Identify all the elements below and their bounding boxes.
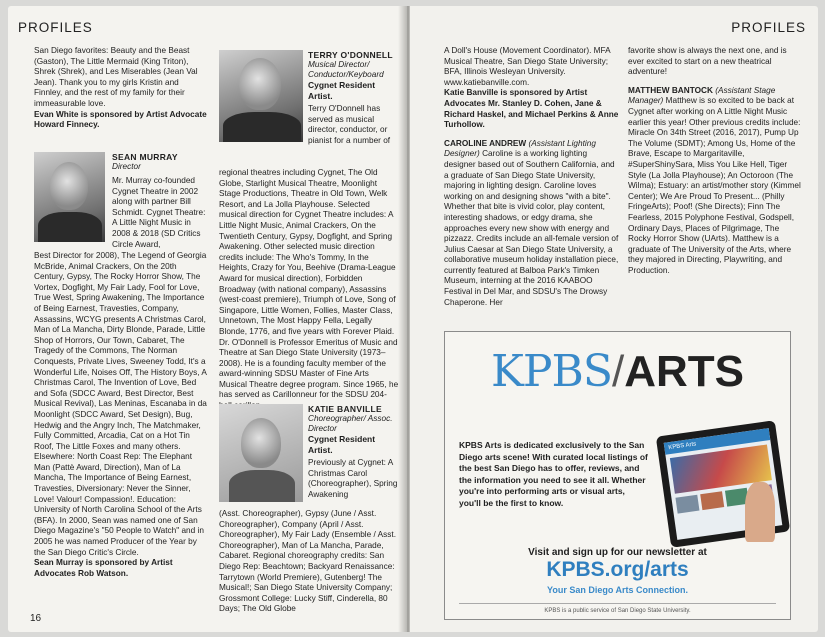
intro-block — [34, 46, 208, 131]
sean-murray-bio-block — [34, 251, 208, 579]
terry-odonnell-heading — [308, 50, 400, 146]
katie-banville-photo — [219, 404, 303, 502]
sean-murray-role: Director — [112, 162, 141, 171]
ad-divider — [459, 603, 776, 604]
terry-odonnell-photo — [219, 50, 303, 142]
katie-banville-name: KATIE BANVILLE — [308, 404, 382, 414]
kpbs-arts-tagline: Your San Diego Arts Connection. — [546, 585, 688, 595]
caroline-andrew-name: CAROLINE ANDREW — [444, 138, 527, 148]
matthew-bantock-name: MATTHEW BANTOCK — [628, 85, 713, 95]
page-number: 16 — [30, 613, 42, 624]
intro-sponsor: Evan White is sponsored by Artist Advocate Howard Finnecy. — [34, 109, 207, 130]
right-page — [410, 6, 818, 632]
sean-murray-name: SEAN MURRAY — [112, 152, 178, 162]
kpbs-footer-note: KPBS is a public service of San Diego State University. — [544, 608, 691, 614]
caroline-andrew-role: (Assistant Lighting Designer) — [444, 138, 596, 159]
terry-odonnell-bio-top: Terry O'Donnell has served as musical director, conductor, or pianist for a number of — [308, 104, 391, 145]
katie-banville-role: Choreographer/ Assoc. Director — [308, 414, 393, 433]
katie-banville-resident: Cygnet Resident Artist. — [308, 434, 376, 455]
left-page — [8, 6, 406, 632]
terry-odonnell-bio-block — [219, 168, 399, 412]
tablet-screen-label: KPBS Arts — [664, 428, 771, 455]
sean-murray-bio-top: Mr. Murray co-founded Cygnet Theatre in 2002 along with partner Bill Schmidt. Cygnet Theatre: A Little Night Music in 2008 & 2018 (SD Critics Circle Award, — [112, 176, 206, 249]
terry-odonnell-name: TERRY O'DONNELL — [308, 50, 393, 60]
intro-text: San Diego favorites: Beauty and the Beast (Gaston), The Little Mermaid (King Triton), Shrek (Shrek), and Les Miserables (Jean Val Jean). Thank you to my girls Kristin and Finnley, and the rest of my family for their immeasurable love. — [34, 46, 198, 108]
katie-banville-bio-continued: A Doll's House (Movement Coordinator). MFA Musical Theatre, San Diego State University; BFA, Illinois Wesleyan University. www.katiebanville.com. — [444, 46, 611, 87]
katie-banville-heading — [308, 404, 400, 500]
arts-logo-text: ARTS — [624, 347, 744, 396]
kpbs-arts-url[interactable]: KPBS.org/arts — [546, 558, 689, 581]
kpbs-logo-text: KPBS — [491, 346, 612, 397]
matthew-bantock-bio: Matthew is so excited to be back at Cygnet after working on A Little Night Music earlier this year! Other previous credits include: Miracle On 34th Street (2016, 2017), Pump Up The Volume (SDMT); Among Us, Home of the Brave, Escape to Margaritaville, #SuperShinySara, Miss You Like Hell, Tiger Style (La Jolla Playhouse); An Octoroon (The Wilma); Estuary: an artist/mother story (Kimmel Center); We Are Proud To Present... (Philly FringeArts); Poof! (She Directs); Finn The Fearless, 2015 Polyphone Festival, Godspell, Ordinary Days, Places of Pilgrimage, The Rocky Horror Show (UArts). Matthew is a graduate of The University of the Arts, where they majored in Directing, Playwriting, and Production. — [628, 96, 801, 275]
sean-murray-bio: Best Director for 2008), The Legend of Georgia McBride, Animal Crackers, On the 20th Century, Gypsy, The Rocky Horror Show, The Vortex, Dogfight, My Fair Lady, Fool for Love, True West, Spring Awakening, The Importance of Being Earnest, Travesties, Company, Assassins, WCYG presents A Christmas Carol, Man of La Mancha, Dirty Blonde, Parade, Little Shop of Horrors, Our Town, Cabaret, The Tragedy of the Commons, The Norman Conquests, Private Lives, Sweeney Todd, It's a Wonderful Life, Noises Off, The History Boys, A Christmas Carol, The Invention of Love, Bed and Sofa (SDCC Award, Best Director, Best Musical Revival), Las Meninas, Escanaba in da Moonlight (SDCC Award, Set Design), Bug, Hedwig and the Angry Inch, The Matchmaker, Fully Committed, Arcadia, Cat on a Hot Tin Roof, The Little Foxes and many others. Elsewhere: North Coast Rep: The Elephant Man (Pattè Award, Direction), Man of La Mancha, The Importance of Being Earnest, Travesties, Diversionary: Never the Sinner, Love! Valour! Compassion!. Education: University of North Carolina School of the Arts (BFA). In 2000, Sean was named one of San Diego Magazine's "50 People to Watch" and in 2005 he was named Producer of the Year by the San Diego Critic's Circle. — [34, 251, 207, 557]
sean-murray-sponsor: Sean Murray is sponsored by Artist Advocates Rob Watson. — [34, 558, 173, 578]
katie-banville-bio: (Asst. Choreographer), Gypsy (June / Asst. Choreographer), Company (April / Asst. Choreographer), My Fair Lady (Ensemble / Asst. Choreographer), Man of La Mancha, Parade, Cabaret. Regional choreography credits: San Diego Rep: Beachtown; Backyard Renaissance: Tarrytown (World Premiere), Gutenberg! The Musical!; San Diego State University Company; Grossmont College: Lucky Stiff, Cinderella, 80 Days; The Old Globe — [219, 509, 396, 614]
caroline-andrew-bio: Caroline is a working lighting designer based out of Southern California, and a graduate of San Diego State University, majoring in lighting design. Caroline loves working on and designing shows "with a bite". Whether that bite is vivid color, play content, interesting shadows, or edgy drama, she approaches every new show with energy and pizzazz. Credits include an all-female version of Julius Caesar at San Diego State University, a collaborative museum holiday installation piece, currently featured at Balboa Park's Timken Museum, interning at the 2016 KAABOO Festival in Del Mar, and SDSU's The Drowsy Chaperone. Her — [444, 149, 619, 307]
right-column-1 — [444, 46, 620, 308]
right-column-2 — [628, 46, 804, 276]
terry-odonnell-bio: regional theatres including Cygnet, The Old Globe, Starlight Musical Theatre, Moonlight Stage Productions, Theatre in Old Town, Welk Resort, and La Jolla Playhouse. Selected musical direction for Cygnet Theatre includes: A Little Night Music, Animal Crackers, On the Twentieth Century, Gypsy, Dogfight, and Spring Awakening. Other selected music direction credits include: The Who's Tommy, In the Heights, Crazy for You, Beehive (Drama-League Award for musical direction), Forbidden Broadway (with national company), Assassins (west-coast premiere), Triumph of Love, Song of Singapore, Little Women, Follies, Master Class, Unnetown, The Most Happy Fella, Legally Blonde, 1776, and five years with Forever Plaid. Dr. O'Donnell is Professor Emeritus of Music and Theatre at San Diego State University (1973–2008). He is a founding faculty member of the award-winning SDSU Master of Fine Arts Musical Theatre degree program. Since 1965, he has served as Carillonneur for the SDSU 204- — [219, 168, 399, 400]
matthew-bantock-role: (Assistant Stage Manager) — [628, 85, 776, 106]
caroline-andrew-bio-continued: favorite show is always the next one, and is ever excited to start on a new theatrical adventure! — [628, 46, 787, 77]
right-page-header: PROFILES — [731, 20, 806, 35]
newsletter-prompt: Visit and sign up for our newsletter at — [528, 547, 707, 558]
katie-banville-bio-block — [219, 509, 399, 615]
katie-banville-sponsor: Katie Banville is sponsored by Artist Advocates Mr. Stanley D. Cohen, Jane & Richard Haskel, and Michael Perkins & Anne Turhollow. — [444, 88, 619, 130]
kpbs-arts-logo — [445, 346, 790, 397]
kpbs-arts-description: KPBS Arts is dedicated exclusively to the San Diego arts scene! With curated local listings of the best San Diego has to offer, reviews, and the information you need to see it all. Whether you're into performing arts or visual arts, you'll be the first to know. — [459, 440, 648, 508]
sean-murray-heading — [112, 152, 210, 250]
left-page-header: PROFILES — [18, 20, 93, 35]
terry-odonnell-resident: Cygnet Resident Artist. — [308, 80, 376, 101]
sean-murray-photo — [34, 152, 105, 242]
logo-slash: / — [611, 347, 625, 396]
katie-banville-bio-top: Previously at Cygnet: A Christmas Carol (Choreographer), Spring Awakening — [308, 458, 398, 499]
terry-odonnell-role: Musical Director/ Conductor/Keyboard — [308, 60, 384, 79]
hand-image — [745, 482, 775, 542]
kpbs-arts-ad — [444, 331, 791, 620]
